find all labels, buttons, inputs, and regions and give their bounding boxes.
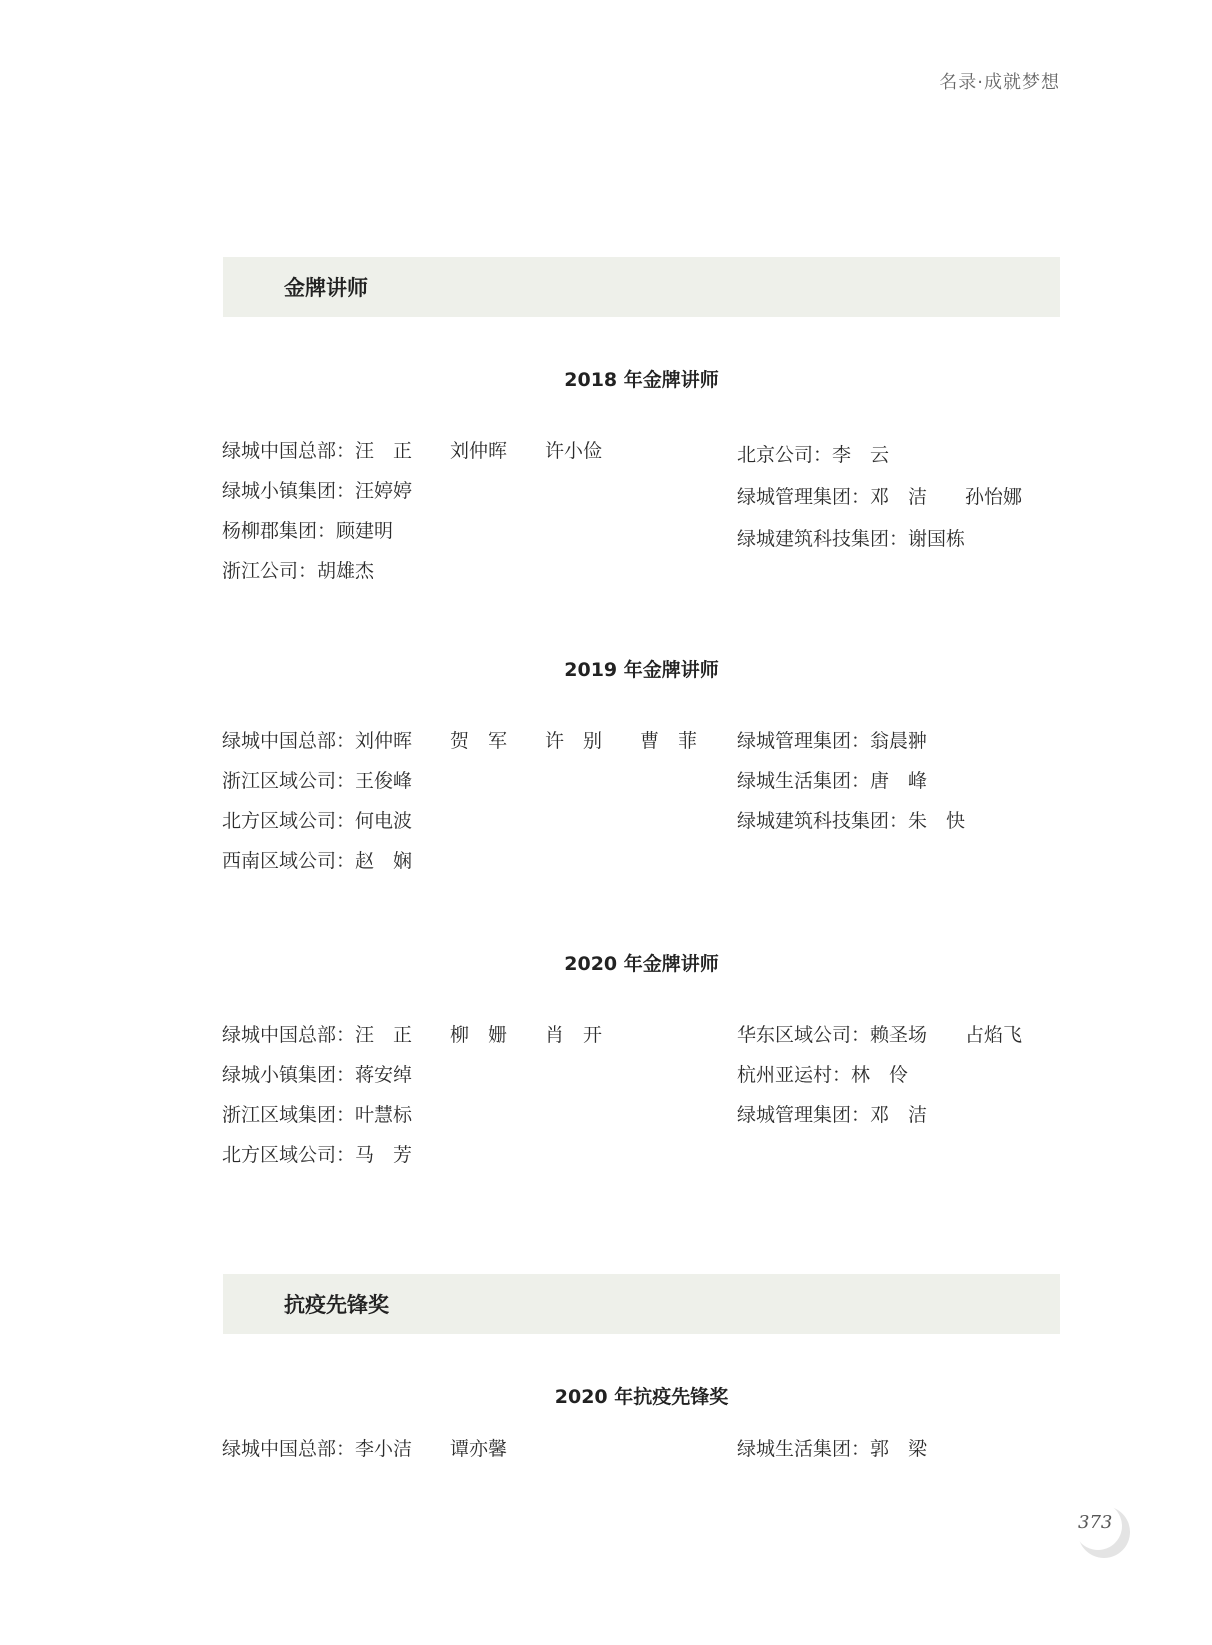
list-item: 绿城小镇集团：蒋安绰 (222, 1064, 413, 1086)
block-anti-epidemic-left-column (222, 1429, 507, 1469)
block-2019-right-column (737, 721, 965, 841)
list-item: 浙江区域集团：叶慧标 (222, 1104, 413, 1126)
section-title: 金牌讲师 (284, 276, 368, 300)
list-item: 西南区域公司：赵 娴 (222, 850, 413, 872)
page-number: 373 (1078, 1512, 1113, 1533)
list-item: 绿城中国总部：李小洁 谭亦馨 (222, 1438, 508, 1460)
running-head: 名录·成就梦想 (939, 72, 1060, 93)
list-item: 绿城管理集团：翁晨翀 (737, 730, 928, 752)
block-title-2020-anti-epidemic: 2020 年抗疫先锋奖 (554, 1386, 729, 1408)
list-item: 绿城中国总部：刘仲晖 贺 军 许 别 曹 菲 (222, 730, 698, 752)
section-title: 抗疫先锋奖 (284, 1293, 389, 1317)
list-item: 绿城生活集团：唐 峰 (737, 770, 928, 792)
list-item: 绿城建筑科技集团：谢国栋 (737, 528, 966, 550)
block-2019-left-column (222, 721, 697, 881)
list-item: 浙江区域公司：王俊峰 (222, 770, 413, 792)
section-banner-anti-epidemic (223, 1274, 1060, 1334)
section-banner-gold-lecturer (223, 257, 1060, 317)
list-item: 北方区域公司：何电波 (222, 810, 413, 832)
block-2020-right-column (737, 1015, 1022, 1135)
list-item: 绿城小镇集团：汪婷婷 (222, 480, 413, 502)
block-title-2020: 2020 年金牌讲师 (564, 953, 719, 975)
list-item: 杭州亚运村：林 伶 (737, 1064, 909, 1086)
block-2018-right-column (737, 434, 1022, 560)
block-2018-left-column (222, 431, 602, 591)
block-anti-epidemic-right-column (737, 1429, 927, 1469)
block-title-2019: 2019 年金牌讲师 (564, 659, 719, 681)
list-item: 华东区域公司：赖圣场 占焰飞 (737, 1024, 1023, 1046)
list-item: 绿城管理集团：邓 洁 (737, 1104, 928, 1126)
list-item: 绿城管理集团：邓 洁 孙怡娜 (737, 486, 1023, 508)
list-item: 绿城建筑科技集团：朱 快 (737, 810, 966, 832)
list-item: 绿城中国总部：汪 正 刘仲晖 许小俭 (222, 440, 603, 462)
list-item: 北京公司：李 云 (737, 444, 890, 466)
list-item: 杨柳郡集团：顾建明 (222, 520, 394, 542)
block-title-2018: 2018 年金牌讲师 (564, 369, 719, 391)
list-item: 绿城生活集团：郭 梁 (737, 1438, 928, 1460)
list-item: 绿城中国总部：汪 正 柳 姗 肖 开 (222, 1024, 603, 1046)
block-2020-left-column (222, 1015, 602, 1175)
list-item: 北方区域公司：马 芳 (222, 1144, 413, 1166)
list-item: 浙江公司：胡雄杰 (222, 560, 375, 582)
